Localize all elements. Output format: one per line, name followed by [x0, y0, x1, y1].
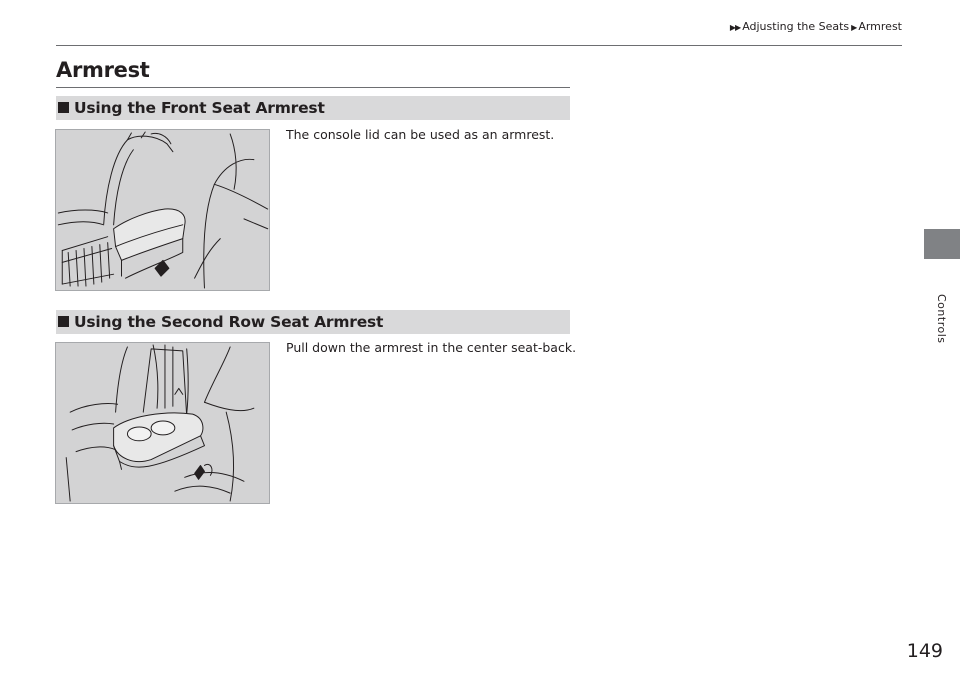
title-divider — [56, 87, 570, 88]
front-armrest-illustration — [55, 129, 270, 291]
front-console-drawing — [56, 130, 269, 290]
second-row-armrest-illustration — [55, 342, 270, 504]
section-heading-text: Using the Second Row Seat Armrest — [74, 313, 384, 331]
chapter-tab[interactable] — [924, 229, 960, 259]
breadcrumb-item-seats[interactable]: Adjusting the Seats — [742, 20, 850, 33]
chapter-label[interactable]: Controls — [935, 294, 948, 344]
breadcrumb — [730, 20, 902, 33]
double-triangle-icon: ▶▶ — [729, 23, 741, 32]
square-bullet-icon — [58, 316, 69, 327]
section-heading-second-row-armrest — [56, 310, 570, 334]
section-text-second-row-armrest: Pull down the armrest in the center seat-back. — [286, 340, 577, 355]
section-text-front-armrest: The console lid can be used as an armrest. — [286, 127, 555, 142]
square-bullet-icon — [58, 102, 69, 113]
triangle-icon: ▶ — [851, 23, 857, 32]
rear-armrest-drawing — [56, 343, 269, 503]
page-title: Armrest — [56, 58, 150, 82]
section-heading-text: Using the Front Seat Armrest — [74, 99, 325, 117]
section-heading-front-armrest — [56, 96, 570, 120]
header-divider — [56, 45, 902, 46]
page-number: 149 — [906, 640, 943, 662]
breadcrumb-item-armrest[interactable]: Armrest — [858, 20, 902, 33]
